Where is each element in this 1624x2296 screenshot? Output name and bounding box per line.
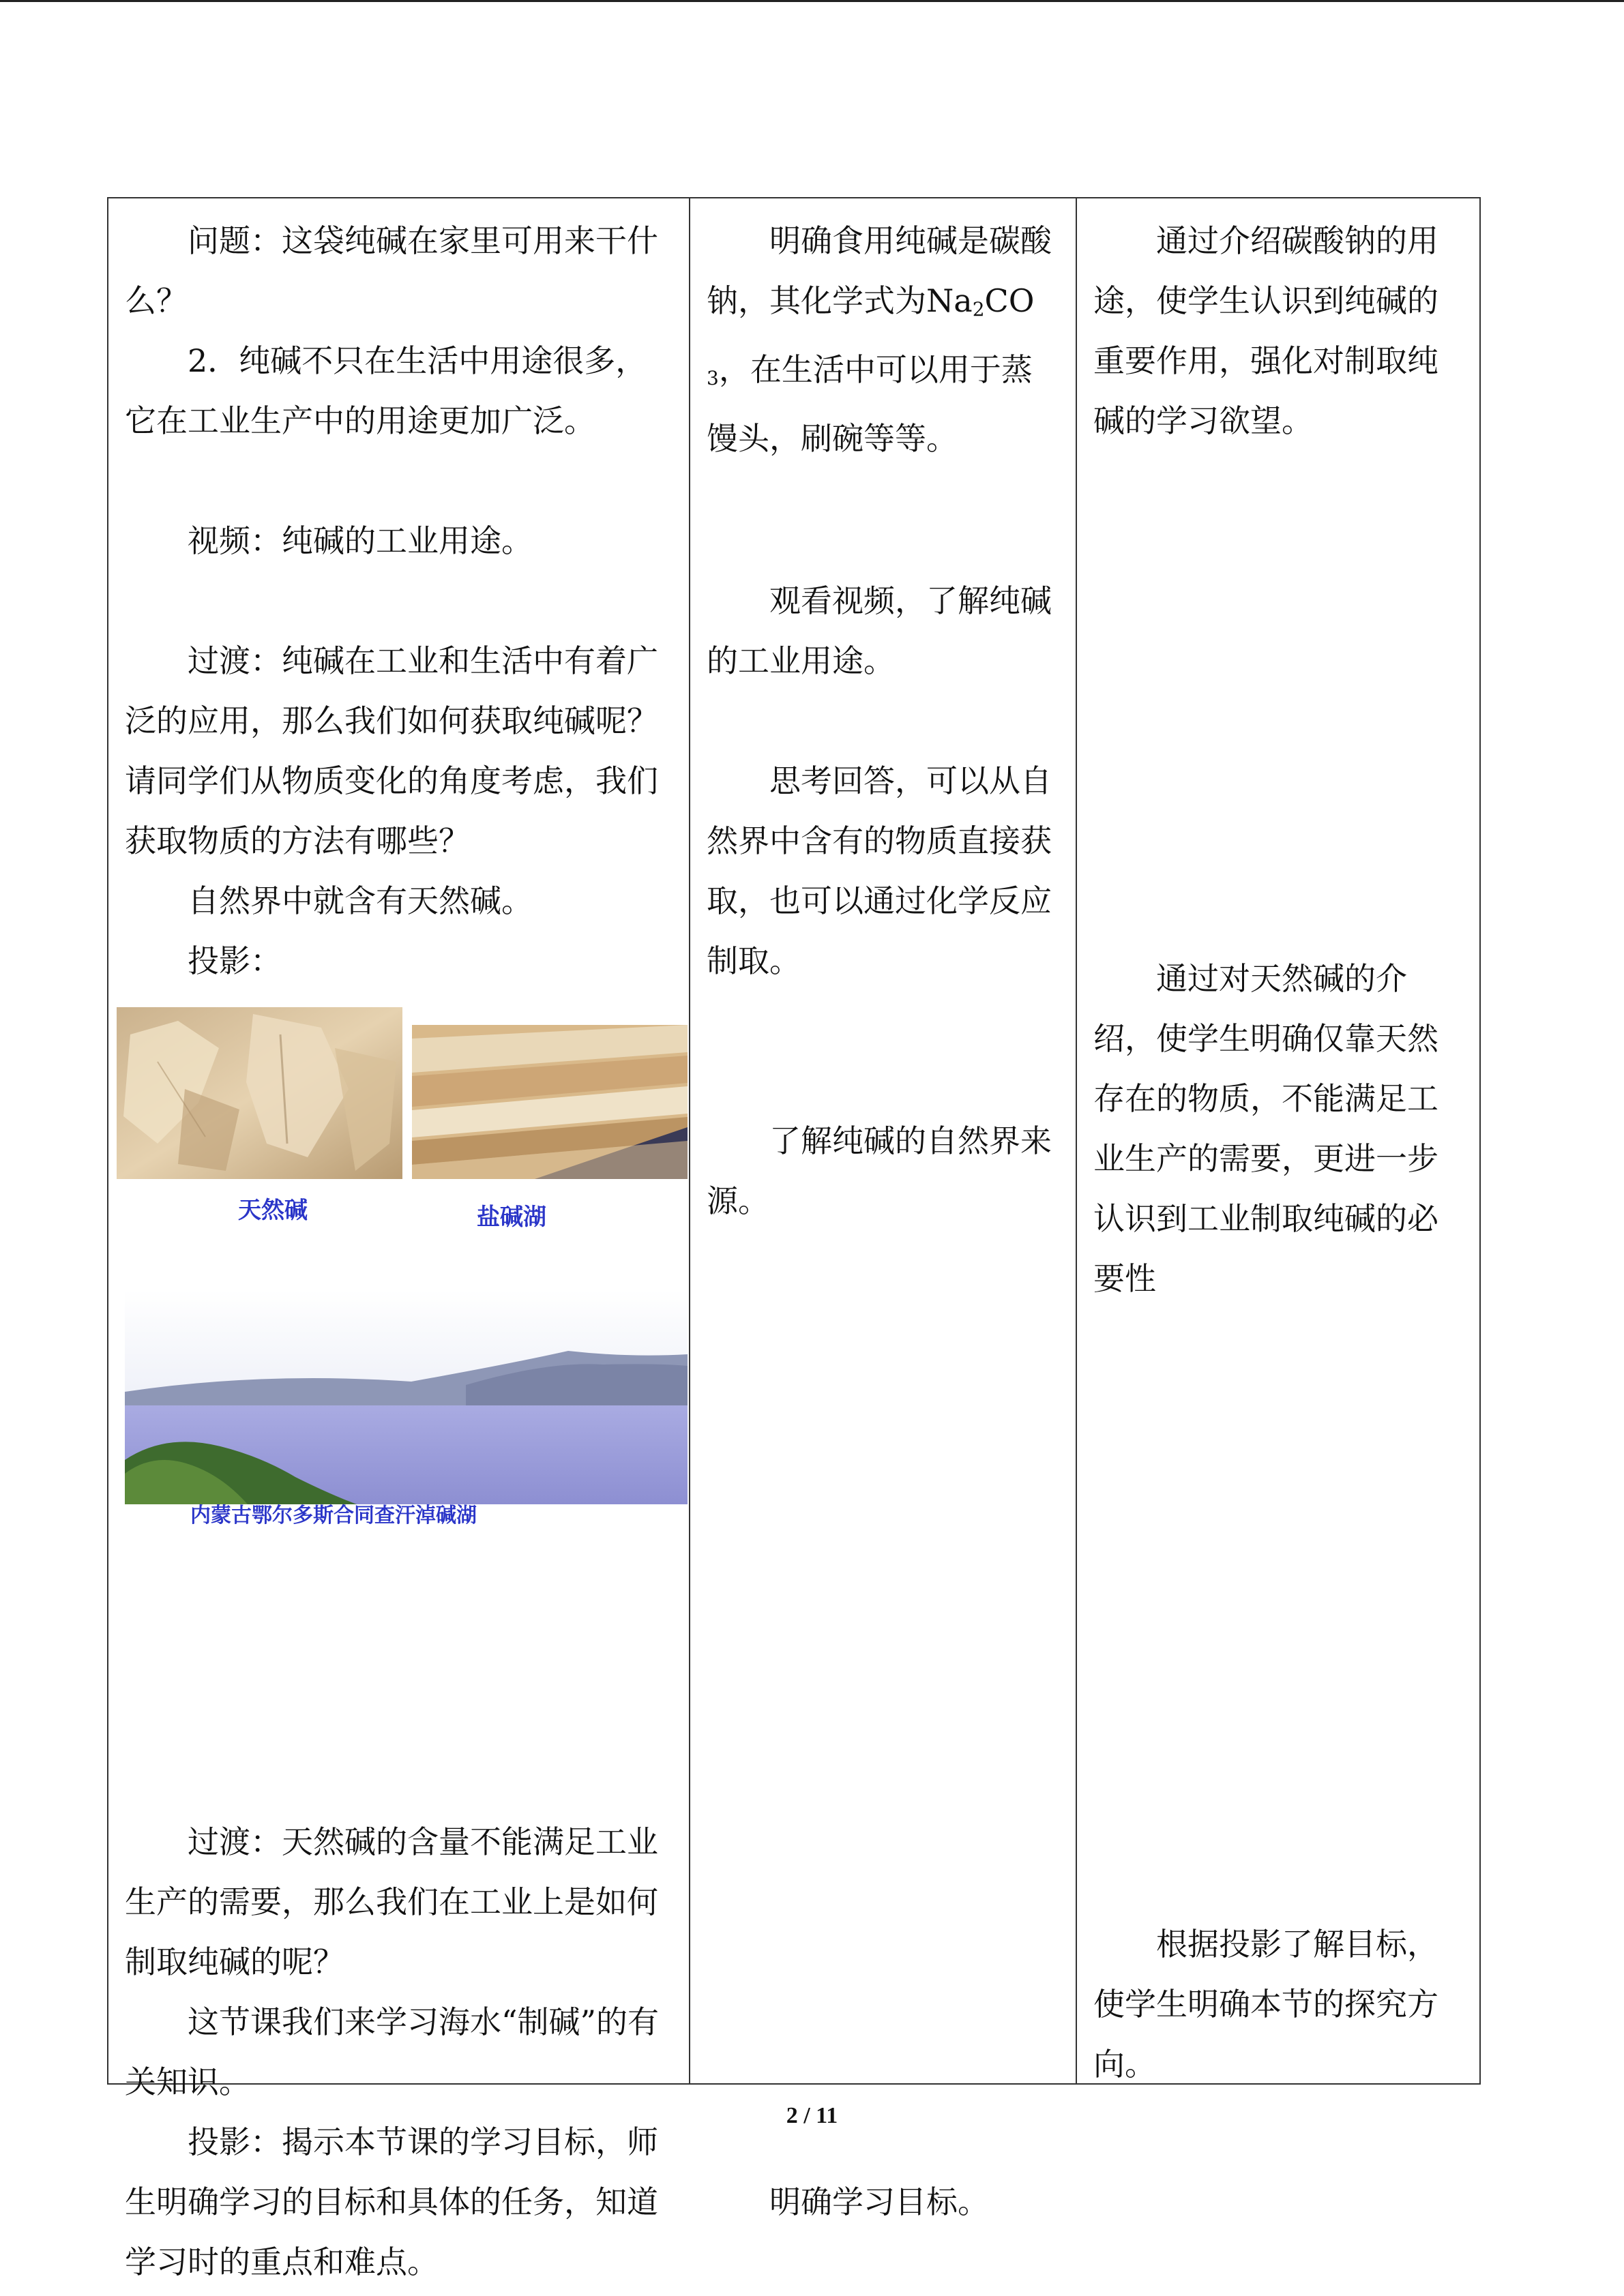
natural-soda-caption: 天然碱 — [238, 1197, 308, 1224]
industrial-use-paragraph: 2．纯碱不只在生活中用途很多，它在工业生产中的用途更加广泛。 — [125, 342, 647, 439]
intent-paragraph-2: 通过对天然碱的介绍，使学生明确仅靠天然存在的物质，不能满足工业生产的需要，更进一步认识到工业制取纯碱的必要性 — [1093, 960, 1438, 1297]
soda-usage-text: ，在生活中可以用于蒸馒头，刷碗等等。 — [707, 351, 1033, 457]
salt-lake-caption: 盐碱湖 — [477, 1204, 546, 1231]
formula-subscript-2: 2 — [972, 298, 985, 320]
intent-paragraph-1: 通过介绍碳酸钠的用途，使学生认识到纯碱的重要作用，强化对制取纯碱的学习欲望。 — [1093, 222, 1438, 439]
projection-label: 投影： — [188, 942, 282, 979]
transition-paragraph-1: 过渡：纯碱在工业和生活中有着广泛的应用，那么我们如何获取纯碱呢？请同学们从物质变化的角度考虑，我们获取物质的方法有哪些？ — [125, 642, 658, 859]
top-border — [0, 0, 1624, 2]
natural-source-paragraph: 了解纯碱的自然界来源。 — [707, 1122, 1052, 1219]
think-answer-paragraph: 思考回答，可以从自然界中含有的物质直接获取，也可以通过化学反应制取。 — [707, 762, 1052, 979]
soda-identification-text: 明确食用纯碱是碳酸钠，其化学式为 — [707, 222, 1052, 319]
formula-co: CO — [984, 282, 1035, 319]
clarify-objectives-paragraph: 明确学习目标。 — [769, 2183, 989, 2220]
question-paragraph: 问题：这袋纯碱在家里可用来干什么？ — [125, 222, 658, 319]
natural-soda-paragraph: 自然界中就含有天然碱。 — [188, 882, 533, 919]
salt-lake-image — [412, 1025, 688, 1179]
soda-lake-caption: 内蒙古鄂尔多斯合同查汗淖碱湖 — [190, 1504, 477, 1527]
formula-na: Na — [926, 282, 973, 319]
transition-paragraph-2: 过渡：天然碱的含量不能满足工业生产的需要，那么我们在工业上是如何制取纯碱的呢？ — [125, 1823, 658, 1980]
lesson-intro-paragraph: 这节课我们来学习海水“制碱”的有关知识。 — [125, 2003, 660, 2100]
soda-identification-paragraph — [707, 211, 1058, 468]
formula-subscript-3: 3 — [707, 367, 719, 389]
soda-lake-landscape-image — [125, 1289, 688, 1504]
objectives-paragraph: 投影：揭示本节课的学习目标，师生明确学习的目标和具体的任务，知道学习时的重点和难点。 — [125, 2123, 658, 2280]
natural-soda-image — [117, 1007, 402, 1179]
watch-video-paragraph: 观看视频，了解纯碱的工业用途。 — [707, 582, 1052, 679]
design-intent-column — [1077, 198, 1481, 2083]
page-number: 2 / 11 — [786, 2103, 838, 2128]
teacher-activity-column — [108, 198, 689, 2280]
intent-paragraph-3: 根据投影了解目标，使学生明确本节的探究方向。 — [1093, 1926, 1438, 2083]
video-paragraph: 视频：纯碱的工业用途。 — [188, 522, 533, 559]
